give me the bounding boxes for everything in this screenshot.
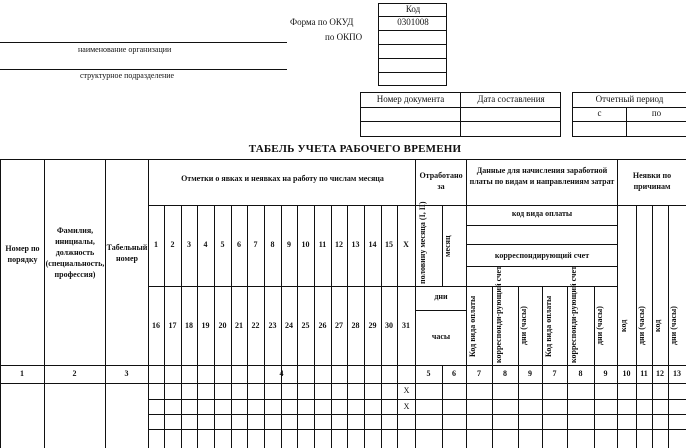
day-number: 27 <box>335 321 343 330</box>
form-okud-label: Форма по ОКУД <box>290 17 354 27</box>
column-number: 12 <box>656 369 664 378</box>
day-number: 29 <box>368 321 377 330</box>
okpo-label: по ОКПО <box>325 32 363 42</box>
column-number: 7 <box>552 369 557 378</box>
col-payroll-header: Данные для начисления заработной платы по видам и направлениям затрат <box>469 166 615 186</box>
day-number: 4 <box>203 240 208 249</box>
page-title: ТАБЕЛЬ УЧЕТА РАБОЧЕГО ВРЕМЕНИ <box>248 143 462 155</box>
worked-month-label: месяц <box>443 235 452 257</box>
day-number: 14 <box>368 240 377 249</box>
column-number: 8 <box>503 369 507 378</box>
period-label: Отчетный период <box>595 94 664 104</box>
day-number: 26 <box>318 321 327 330</box>
x-mark: X <box>403 386 410 395</box>
day-number: 10 <box>301 240 310 249</box>
day-number: 16 <box>152 321 160 330</box>
day-number: 23 <box>268 321 277 330</box>
period-to-label: по <box>651 108 662 118</box>
column-number: 11 <box>640 369 648 378</box>
doc-number-label: Номер документа <box>376 94 445 104</box>
day-number: 19 <box>201 321 210 330</box>
code-label: Код <box>405 4 421 14</box>
day-number: 11 <box>318 240 327 249</box>
col-absence-header: Неявки по причинам <box>632 171 672 191</box>
day-number: 7 <box>253 240 258 249</box>
day-number: 31 <box>402 321 410 330</box>
day-number: 2 <box>170 240 175 249</box>
day-number: 22 <box>251 321 260 330</box>
col-name-header: Фамилия, инициалы, должность (специальность, профессия) <box>45 226 105 279</box>
column-number: 5 <box>426 369 431 378</box>
column-number: 3 <box>124 369 129 378</box>
column-number: 13 <box>673 369 681 378</box>
corr-account-1-label: корреспонди-рующий счет <box>494 266 503 363</box>
x-mark: X <box>403 402 410 411</box>
col-number-header: Номер по порядку <box>5 244 40 264</box>
absence-days-1-label: дни (часы) <box>637 306 646 346</box>
day-number: 20 <box>218 321 227 330</box>
day-number: 6 <box>237 240 241 249</box>
days-hours-2-label: дни (часы) <box>595 306 604 346</box>
day-number: 25 <box>301 321 310 330</box>
col-worked-header: Отработано за <box>419 171 463 191</box>
day-number: 18 <box>185 321 193 330</box>
column-number: 10 <box>622 369 631 378</box>
period-from-label: с <box>597 108 602 118</box>
department-label: структурное подразделение <box>80 71 175 80</box>
column-number: 9 <box>528 369 532 378</box>
corr-account-2-label: корреспонди-рующий счет <box>569 266 578 363</box>
day-number: 15 <box>385 240 393 249</box>
days-hours-1-label: дни (часы) <box>519 306 528 346</box>
worked-half-label: половину месяца (I, II) <box>418 201 427 284</box>
day-number: 8 <box>270 240 275 249</box>
day-number: 28 <box>351 321 360 330</box>
absence-code-1-label: код <box>619 319 628 333</box>
day-number: 5 <box>220 240 225 249</box>
absence-code-2-label: код <box>653 319 662 333</box>
pay-code-1-label: Код вида оплаты <box>468 295 477 357</box>
day-number: 9 <box>287 240 291 249</box>
day-number: 17 <box>168 321 177 330</box>
worked-days-label: дни <box>434 292 448 301</box>
column-number: 7 <box>477 369 481 378</box>
org-name-label: наименование организации <box>78 45 172 54</box>
col-marks-header: Отметки о явках и неявках на работу по числам месяца <box>181 174 384 183</box>
column-number: 2 <box>72 369 77 378</box>
column-number: 4 <box>279 369 284 378</box>
day-number: X <box>403 240 409 249</box>
day-number: 12 <box>335 240 343 249</box>
pay-code-2-label: Код вида оплаты <box>544 295 553 357</box>
day-number: 1 <box>154 240 158 249</box>
day-number: 30 <box>385 321 393 330</box>
day-number: 21 <box>235 321 243 330</box>
col-tabel-header: Табельный номер <box>106 243 148 263</box>
day-number: 24 <box>285 321 293 330</box>
date-label: Дата составления <box>477 94 545 104</box>
absence-days-2-label: дни (часы) <box>669 306 678 346</box>
column-number: 6 <box>452 369 456 378</box>
day-number: 3 <box>187 240 191 249</box>
form-okud-value: 0301008 <box>397 17 429 27</box>
column-number: 8 <box>578 369 583 378</box>
worked-hours-label: часы <box>431 332 451 341</box>
column-number: 1 <box>20 369 24 378</box>
corr-account-label: корреспондирующий счет <box>494 251 590 260</box>
column-number: 9 <box>603 369 608 378</box>
pay-code-label: код вида оплаты <box>511 209 573 218</box>
day-number: 13 <box>351 240 360 249</box>
